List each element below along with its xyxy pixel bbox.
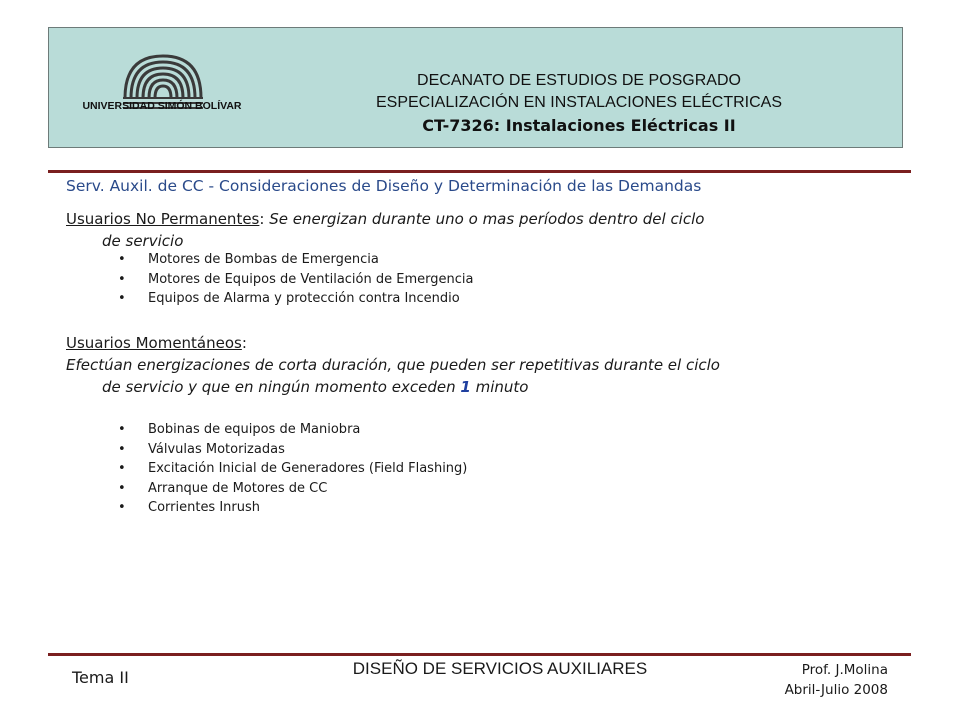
momentary-heading: Usuarios Momentáneos	[66, 334, 242, 352]
section-title: Serv. Auxil. de CC - Consideraciones de Diseño y Determinación de las Demandas	[66, 177, 702, 195]
list-item	[118, 479, 467, 499]
bottom-divider	[48, 653, 911, 656]
list-item-label: Motores de Equipos de Ventilación de Emergencia	[148, 271, 474, 287]
list-item	[118, 289, 473, 309]
bullet-icon: •	[118, 422, 126, 437]
top-divider	[48, 170, 911, 173]
momentary-text-c: minuto	[475, 378, 529, 396]
non-permanent-text-a: Se energizan durante uno o mas períodos dentro del ciclo	[269, 210, 705, 228]
list-item-label: Válvulas Motorizadas	[148, 441, 285, 457]
list-item	[118, 420, 467, 440]
footer-title: DISEÑO DE SERVICIOS AUXILIARES	[352, 659, 648, 678]
header-line-1: DECANATO DE ESTUDIOS DE POSGRADO	[417, 72, 741, 89]
list-item-label: Motores de Bombas de Emergencia	[148, 252, 379, 267]
bullet-icon: •	[118, 291, 126, 306]
header-line-2: ESPECIALIZACIÓN EN INSTALACIONES ELÉCTRICAS	[375, 94, 783, 111]
list-item-label: Corrientes Inrush	[148, 500, 261, 515]
list-item-label: Bobinas de equipos de Maniobra	[148, 422, 361, 437]
non-permanent-paragraph	[66, 208, 896, 252]
term-label: Abril-Julio 2008	[784, 682, 888, 698]
bullet-icon: •	[118, 480, 126, 496]
list-item	[118, 459, 467, 479]
momentary-list	[118, 420, 467, 518]
course-title: CT-7326: Instalaciones Eléctricas II	[422, 116, 736, 135]
momentary-paragraph	[66, 332, 896, 398]
non-permanent-list	[118, 250, 473, 309]
bullet-icon: •	[118, 441, 126, 457]
bullet-icon: •	[118, 461, 126, 476]
list-item	[118, 440, 467, 460]
list-item	[118, 498, 467, 518]
list-item-label: Arranque de Motores de CC	[148, 480, 328, 496]
professor-name: Prof. J.Molina	[801, 662, 888, 678]
momentary-colon: :	[241, 334, 247, 352]
topic-label: Tema II	[72, 668, 129, 687]
header-banner	[48, 27, 903, 148]
bullet-icon: •	[118, 252, 126, 267]
non-permanent-colon: :	[259, 210, 265, 228]
list-item	[118, 270, 473, 290]
bullet-icon: •	[118, 500, 126, 515]
momentary-text-b: de servicio y que en ningún momento exceden	[102, 378, 456, 396]
bullet-icon: •	[118, 271, 126, 287]
momentary-text-a: Efectúan energizaciones de corta duración, que pueden ser repetitivas durante el ciclo	[66, 356, 720, 374]
logo-text: UNIVERSIDAD SIMÓN BOLÍVAR	[82, 100, 242, 112]
non-permanent-heading: Usuarios No Permanentes	[66, 210, 260, 228]
list-item	[118, 250, 473, 270]
footer-credits	[740, 660, 888, 700]
non-permanent-text-b: de servicio	[102, 232, 184, 250]
list-item-label: Equipos de Alarma y protección contra Incendio	[148, 291, 460, 306]
list-item-label: Excitación Inicial de Generadores (Field Flashing)	[148, 461, 468, 476]
minute-limit-number: 1	[460, 378, 471, 396]
